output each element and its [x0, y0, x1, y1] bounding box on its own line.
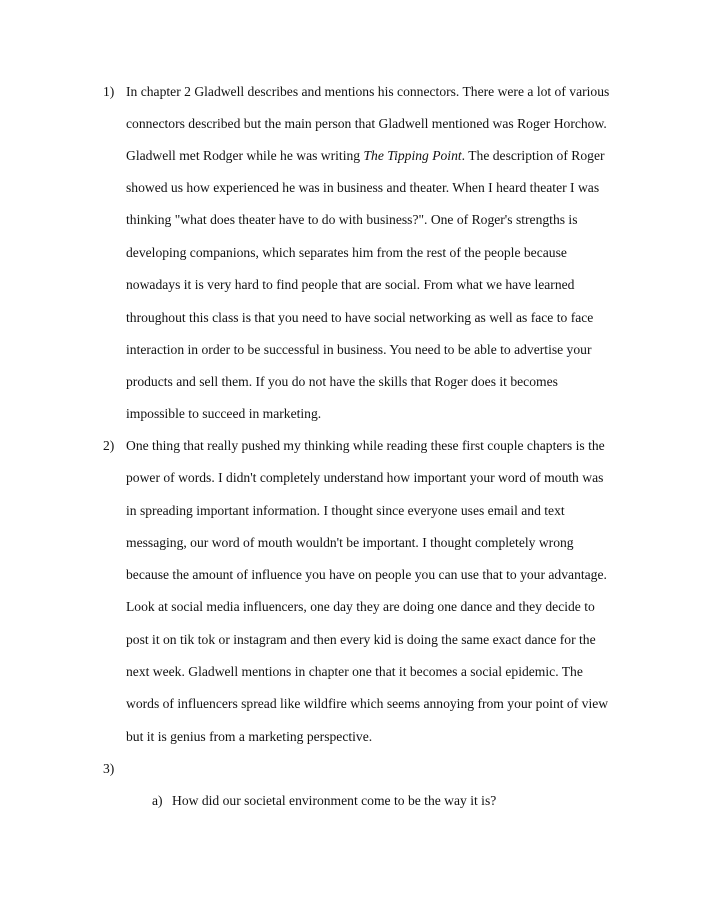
text-line: power of words. I didn't completely understand how important your word of mouth was	[126, 470, 604, 485]
text-line: but it is genius from a marketing perspective.	[126, 729, 373, 744]
text-line: connectors described but the main person that Gladwell mentioned was Roger Horchow.	[126, 116, 607, 131]
text-line: because the amount of influence you have on people you can use that to your advantage.	[126, 567, 607, 582]
text-line: interaction in order to be successful in business. You need to be able to advertise your	[126, 342, 592, 357]
text-segment: Gladwell met Rodger while he was writing	[126, 148, 364, 163]
text-line: showed us how experienced he was in business and theater. When I heard theater I was	[126, 180, 600, 195]
item-number: 2)	[103, 438, 115, 453]
text-line: thinking "what does theater have to do with business?". One of Roger's strengths is	[126, 212, 578, 227]
text-line: messaging, our word of mouth wouldn't be important. I thought completely wrong	[126, 535, 574, 550]
text-line: products and sell them. If you do not have the skills that Roger does it becomes	[126, 374, 558, 389]
item-number: 1)	[103, 84, 115, 99]
text-line: nowadays it is very hard to find people that are social. From what we have learned	[126, 277, 575, 292]
sub-item-number: a)	[152, 793, 163, 808]
text-line: In chapter 2 Gladwell describes and mentions his connectors. There were a lot of various	[126, 84, 610, 99]
item-number: 3)	[103, 761, 115, 776]
text-segment: . The description of Roger	[461, 148, 605, 163]
text-line: developing companions, which separates him from the rest of the people because	[126, 245, 567, 260]
text-line: Look at social media influencers, one day they are doing one dance and they decide to	[126, 599, 595, 614]
text-line: post it on tik tok or instagram and then every kid is doing the same exact dance for the	[126, 632, 596, 647]
book-title: The Tipping Point	[363, 148, 462, 163]
text-line: in spreading important information. I thought since everyone uses email and text	[126, 503, 565, 518]
text-line	[126, 148, 605, 164]
text-line: next week. Gladwell mentions in chapter one that it becomes a social epidemic. The	[126, 664, 583, 679]
sub-item-text: How did our societal environment come to be the way it is?	[172, 793, 497, 808]
text-line: words of influencers spread like wildfire which seems annoying from your point of view	[126, 696, 609, 711]
text-line: throughout this class is that you need to have social networking as well as face to face	[126, 310, 594, 325]
text-line: impossible to succeed in marketing.	[126, 406, 322, 421]
text-line: One thing that really pushed my thinking while reading these first couple chapters is the	[126, 438, 605, 453]
